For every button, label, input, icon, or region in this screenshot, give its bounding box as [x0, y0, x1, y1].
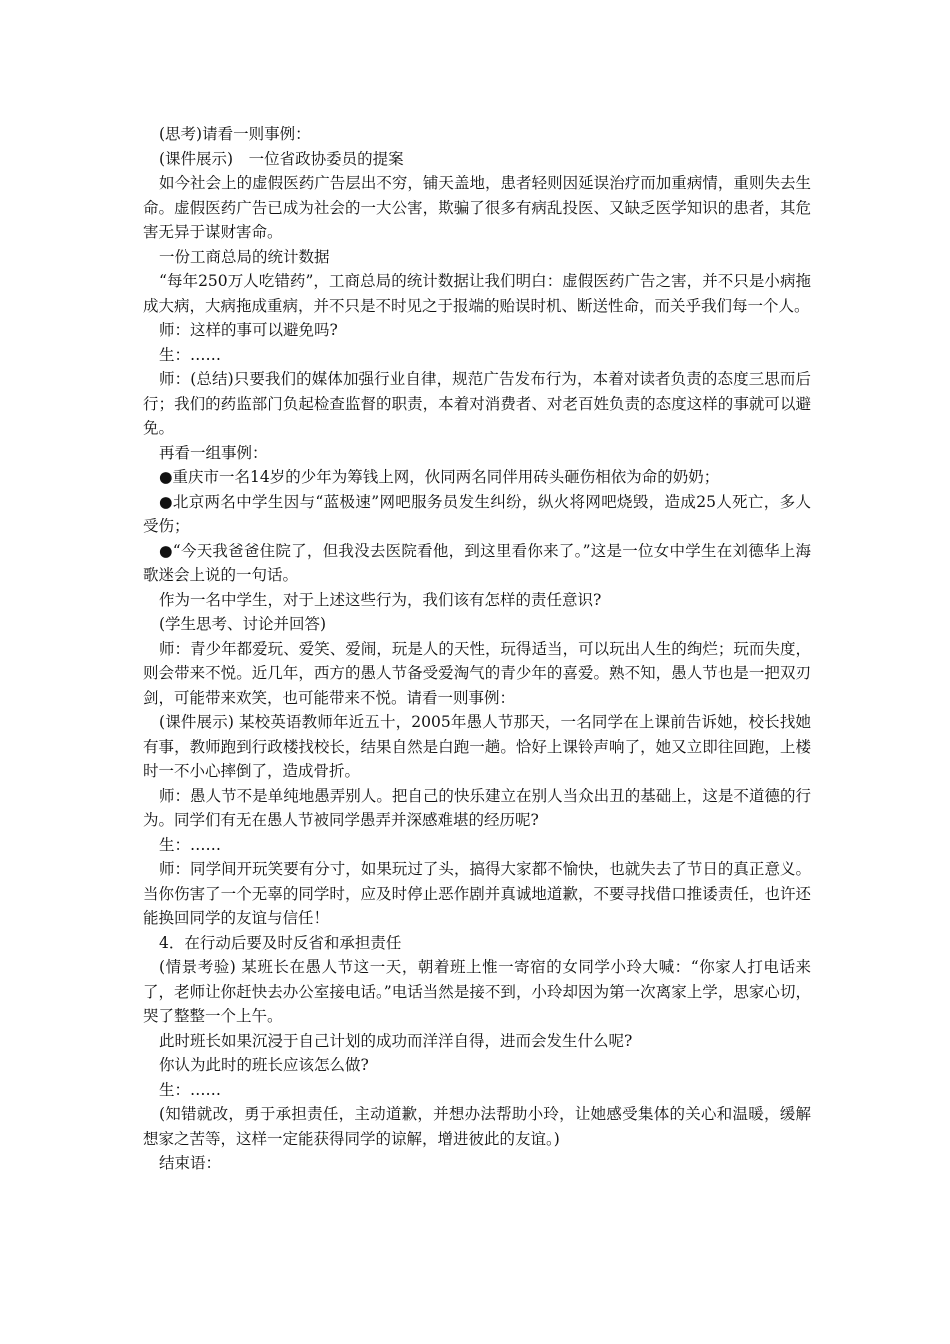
paragraph: 师：同学间开玩笑要有分寸，如果玩过了头，搞得大家都不愉快，也就失去了节日的真正意义。当你伤害了一个无辜的同学时，应及时停止恶作剧并真诚地道歉，不要寻找借口推诿责任，也许还能换回同学的友谊与信任！ [143, 860, 811, 927]
paragraph: 结束语： [159, 1154, 222, 1172]
section-heading: 4．在行动后要及时反省和承担责任 [159, 933, 402, 952]
bullet-item: ●“今天我爸爸住院了，但我没去医院看他，到这里看你来了。”这是一位女中学生在刘德华上海歌迷会上说的一句话。 [143, 541, 811, 584]
bullet-item: ●北京两名中学生因与“蓝极速”网吧服务员发生纠纷，纵火将网吧烧毁，造成25人死亡，多人受伤； [143, 492, 811, 535]
paragraph: (思考)请看一则事例： [159, 125, 311, 143]
paragraph: 再看一组事例： [159, 443, 268, 462]
paragraph: (课件展示) 某校英语教师年近五十，2005年愚人节那天，一名同学在上课前告诉她，校长找她有事，教师跑到行政楼找校长，结果自然是白跑一趟。恰好上课铃声响了，她又立即往回跑，上楼时一不小心摔倒了，造成骨折。 [143, 713, 811, 780]
paragraph: 如今社会上的虚假医药广告层出不穷，铺天盖地，患者轻则因延误治疗而加重病情，重则失去生命。虚假医药广告已成为社会的一大公害，欺骗了很多有病乱投医、又缺乏医学知识的患者，其危害无异于谋财害命。 [143, 174, 811, 241]
paragraph: 生：…… [159, 345, 222, 364]
paragraph: 师：(总结)只要我们的媒体加强行业自律，规范广告发布行为，本着对读者负责的态度三思而后行；我们的药监部门负起检查监督的职责，本着对消费者、对老百姓负责的态度这样的事就可以避免。 [143, 370, 811, 437]
document-body [143, 122, 811, 1176]
bullet-item: ●重庆市一名14岁的少年为筹钱上网，伙同两名同伴用砖头砸伤相依为命的奶奶； [159, 468, 720, 486]
paragraph: 师：这样的事可以避免吗? [159, 321, 338, 339]
paragraph: 此时班长如果沉浸于自己计划的成功而洋洋自得，进而会发生什么呢? [159, 1031, 633, 1050]
paragraph: (学生思考、讨论并回答) [159, 615, 327, 633]
paragraph: 你认为此时的班长应该怎么做? [159, 1056, 369, 1074]
paragraph: 师：青少年都爱玩、爱笑、爱闹，玩是人的天性，玩得适当，可以玩出人生的绚烂；玩而失度，则会带来不悦。近几年，西方的愚人节备受爱淘气的青少年的喜爱。熟不知，愚人节也是一把双刃剑，可能带来欢笑，也可能带来不悦。请看一则事例： [143, 639, 811, 707]
paragraph: 师：愚人节不是单纯地愚弄别人。把自己的快乐建立在别人当众出丑的基础上，这是不道德的行为。同学们有无在愚人节被同学愚弄并深感难堪的经历呢? [143, 786, 811, 829]
paragraph: (知错就改，勇于承担责任，主动道歉，并想办法帮助小玲，让她感受集体的关心和温暖，缓解想家之苦等，这样一定能获得同学的谅解，增进彼此的友谊。) [143, 1105, 811, 1148]
paragraph: 生：…… [159, 835, 222, 854]
paragraph: “每年250万人吃错药”，工商总局的统计数据让我们明白：虚假医药广告之害，并不只是小病拖成大病，大病拖成重病，并不只是不时见之于报端的贻误时机、断送性命，而关乎我们每一个人。 [143, 272, 811, 315]
paragraph: (课件展示) 一位省政协委员的提案 [159, 149, 404, 168]
paragraph: 一份工商总局的统计数据 [159, 247, 330, 266]
paragraph: 生：…… [159, 1080, 222, 1099]
paragraph: 作为一名中学生，对于上述这些行为，我们该有怎样的责任意识? [159, 590, 602, 609]
paragraph: (情景考验) 某班长在愚人节这一天，朝着班上惟一寄宿的女同学小玲大喊：“你家人打电话来了，老师让你赶快去办公室接电话。”电话当然是接不到，小玲却因为第一次离家上学，思家心切，哭了整整一个上午。 [143, 958, 811, 1025]
